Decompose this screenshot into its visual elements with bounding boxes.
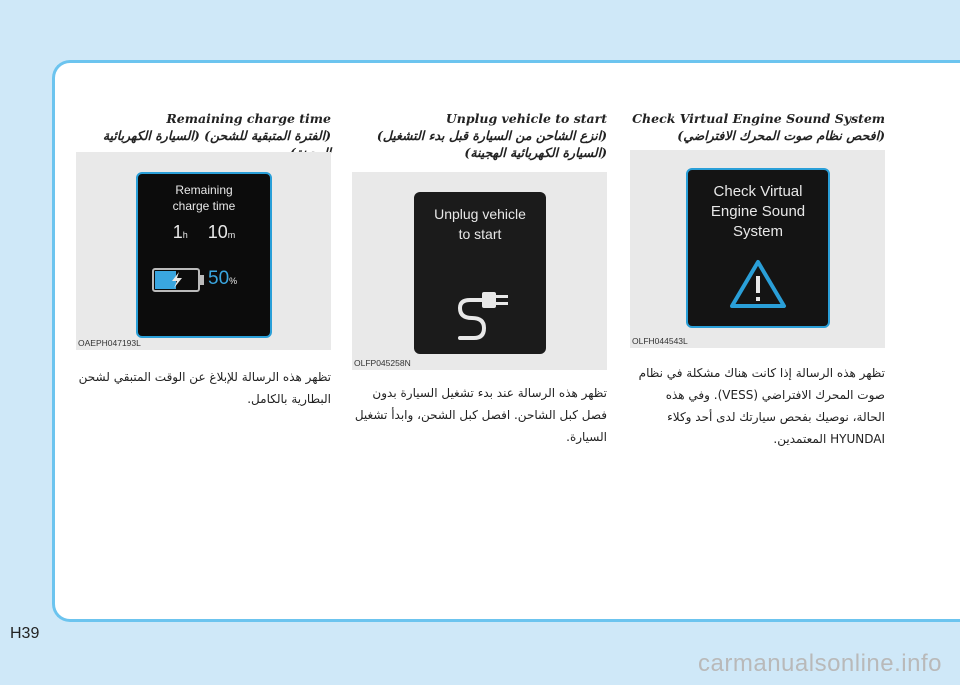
time-minutes-unit: m bbox=[227, 230, 236, 240]
screen-message bbox=[688, 182, 828, 242]
section-heading-ar: (الفترة المتبقية للشحن) (السيارة الكهربائية bbox=[102, 128, 331, 143]
remaining-time bbox=[138, 222, 270, 243]
time-hours-unit: h bbox=[182, 230, 188, 240]
section-body: تظهر هذه الرسالة عند بدء تشغيل السيارة بدون فصل كبل الشاحن. افصل كبل الشحن، وابدأ تشغيل السيارة. bbox=[354, 386, 607, 444]
time-hours: 1 bbox=[172, 222, 183, 242]
section-heading-en: Unplug vehicle to start bbox=[445, 111, 607, 126]
figure-code: OLFH044543L bbox=[632, 336, 688, 346]
figure-code: OLFP045258N bbox=[354, 358, 411, 368]
battery-percent bbox=[208, 268, 237, 290]
figure-vess bbox=[630, 150, 885, 348]
section-body: تظهر هذه الرسالة للإبلاغ عن الوقت المتبقي لشحن البطارية بالكامل. bbox=[78, 370, 331, 406]
figure-remaining-charge bbox=[76, 152, 331, 350]
cluster-screen bbox=[414, 192, 546, 354]
section-body: تظهر هذه الرسالة إذا كانت هناك مشكلة في نظام صوت المحرك الافتراضي (VESS). وفي هذه الحالة، نوصيك بفحص سيارتك لدى أحد وكلاء HYUNDAI المعتمدين. bbox=[638, 366, 885, 446]
screen-line: System bbox=[732, 223, 783, 240]
section-heading-ar: (افحص نظام صوت المحرك الافتراضي) bbox=[677, 128, 885, 143]
charging-plug-icon bbox=[450, 290, 514, 344]
page-number: H39 bbox=[10, 625, 40, 642]
screen-line: charge time bbox=[172, 199, 236, 213]
section-unplug bbox=[352, 110, 607, 161]
screen-line: Engine Sound bbox=[710, 203, 806, 220]
cluster-screen bbox=[136, 172, 272, 338]
cluster-screen bbox=[686, 168, 830, 328]
section-vess bbox=[630, 110, 885, 144]
warning-triangle-icon bbox=[728, 258, 788, 310]
time-minutes: 10 bbox=[207, 222, 228, 242]
screen-line: Check Virtual bbox=[713, 183, 803, 200]
screen-line: Remaining bbox=[175, 183, 233, 197]
screen-message bbox=[138, 182, 270, 214]
figure-code: OAEPH047193L bbox=[78, 338, 141, 348]
section-heading-ar: (انزع الشاحن من السيارة قبل بدء التشغيل) (السيارة الكهربائية الهجينة) bbox=[376, 128, 607, 160]
battery-icon bbox=[152, 266, 206, 294]
screen-line: to start bbox=[458, 226, 502, 242]
battery-percent-unit: % bbox=[229, 276, 238, 286]
screen-message bbox=[414, 204, 546, 244]
battery-percent-value: 50 bbox=[208, 268, 230, 289]
section-heading-en: Remaining charge time bbox=[166, 111, 331, 126]
screen-line: Unplug vehicle bbox=[434, 206, 526, 222]
section-heading-en: Check Virtual Engine Sound System bbox=[632, 111, 885, 126]
figure-unplug bbox=[352, 172, 607, 370]
watermark: carmanualsonline.info bbox=[698, 650, 942, 677]
